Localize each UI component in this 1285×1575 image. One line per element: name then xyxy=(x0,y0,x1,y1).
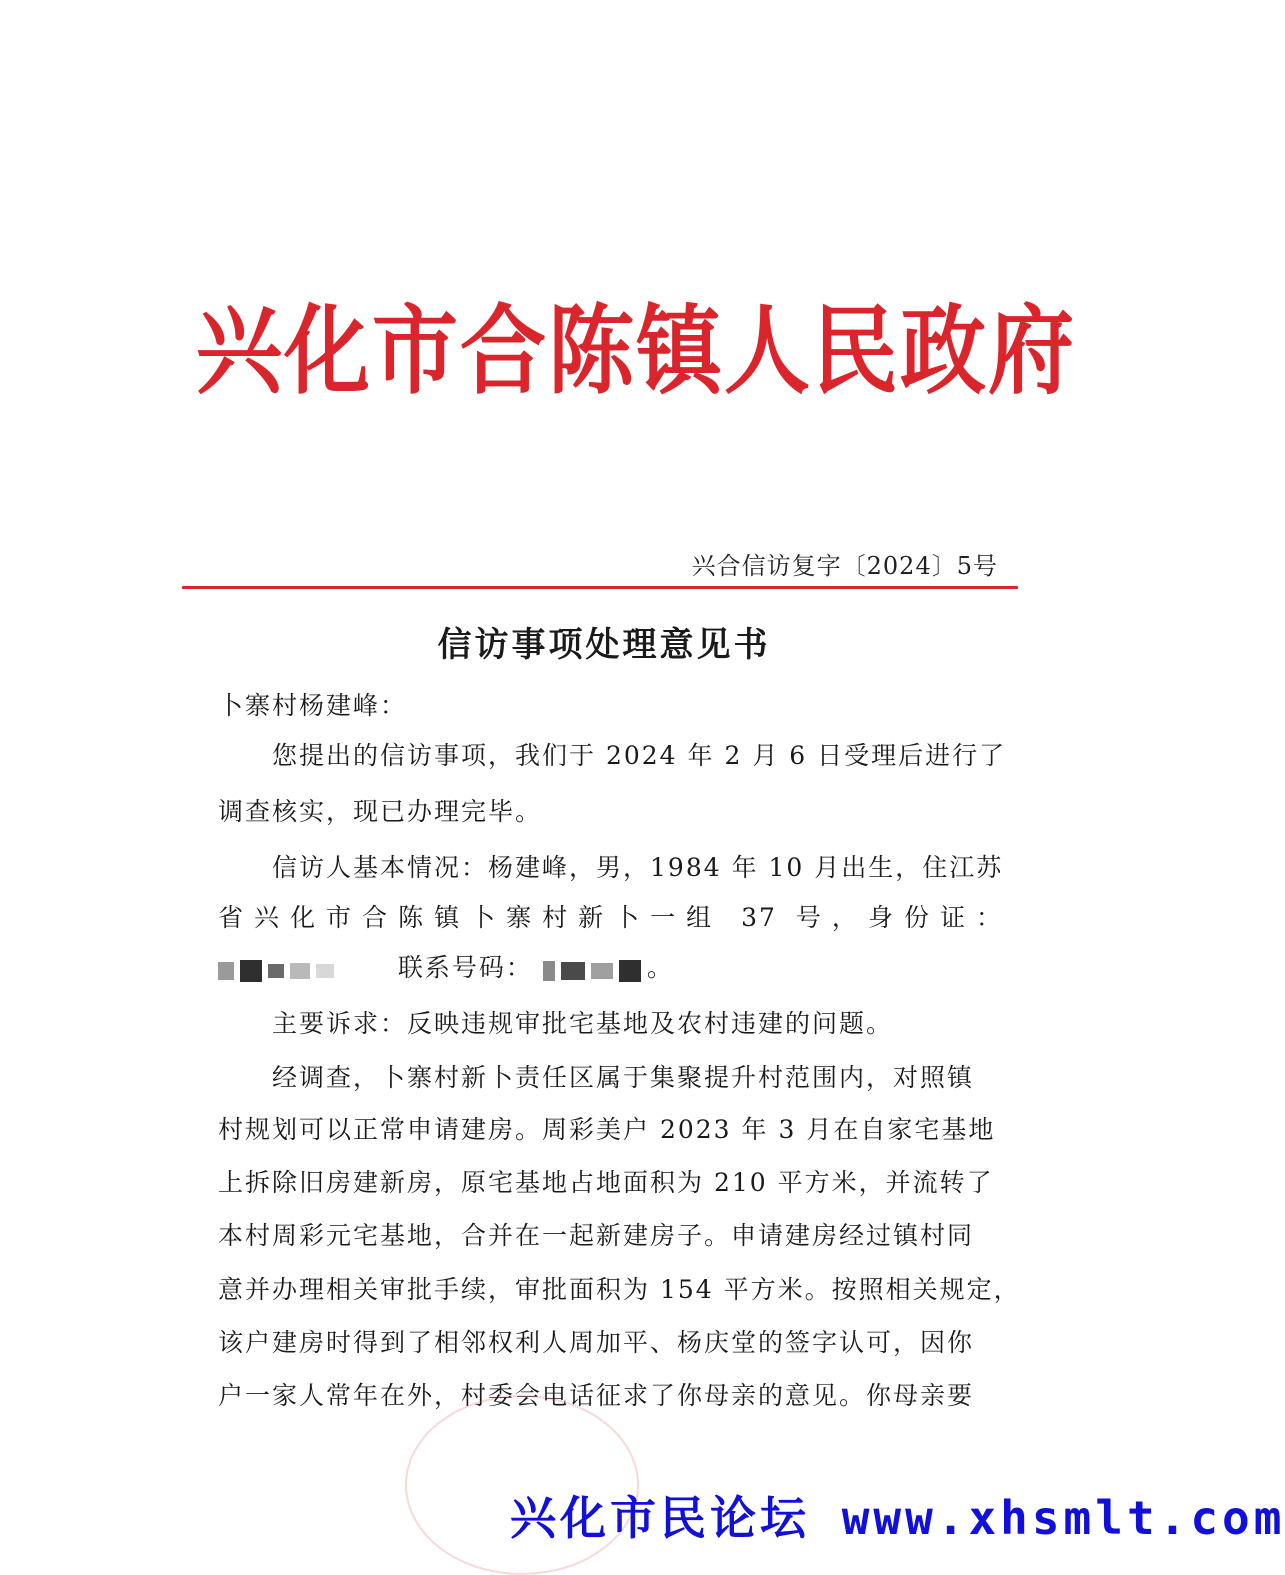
paragraph-line: 本村周彩元宅基地，合并在一起新建房子。申请建房经过镇村同 xyxy=(218,1221,975,1250)
id-and-phone-line xyxy=(218,948,1018,990)
government-name-header: 兴化市合陈镇人民政府 xyxy=(196,296,1076,408)
paragraph-line: 户一家人常年在外，村委会电话征求了你母亲的意见。你母亲要 xyxy=(218,1381,975,1410)
phone-label: 联系号码： xyxy=(397,953,533,982)
paragraph-line: 信访人基本情况：杨建峰，男，1984 年 10 月出生，住江苏 xyxy=(272,853,1004,882)
redacted-phone-number xyxy=(543,950,647,990)
paragraph-line: 省兴化市合陈镇卜寨村新卜一组 37 号，身份证： xyxy=(218,903,1003,932)
salutation: 卜寨村杨建峰： xyxy=(218,691,408,720)
paragraph-line: 村规划可以正常申请建房。周彩美户 2023 年 3 月在自家宅基地 xyxy=(218,1115,996,1144)
phone-end-punct: 。 xyxy=(646,953,674,982)
redacted-id-number xyxy=(218,950,340,990)
forum-watermark: 兴化市民论坛 www.xhsmlt.com xyxy=(510,1491,1285,1545)
paragraph-line: 经调查，卜寨村新卜责任区属于集聚提升村范围内，对照镇 xyxy=(272,1063,975,1092)
paragraph-line: 您提出的信访事项，我们于 2024 年 2 月 6 日受理后进行了 xyxy=(272,741,1007,770)
document-title: 信访事项处理意见书 xyxy=(437,625,771,665)
paragraph-line: 该户建房时得到了相邻权利人周加平、杨庆堂的签字认可，因你 xyxy=(218,1328,975,1357)
official-stamp-trace xyxy=(405,1395,639,1575)
paragraph-line: 上拆除旧房建新房，原宅基地占地面积为 210 平方米，并流转了 xyxy=(218,1168,994,1197)
paragraph-line: 调查核实，现已办理完毕。 xyxy=(218,797,543,826)
document-number: 兴合信访复字〔2024〕5号 xyxy=(691,552,998,580)
paragraph-line: 意并办理相关审批手续，审批面积为 154 平方米。按照相关规定， xyxy=(218,1275,1021,1304)
red-divider-line xyxy=(182,586,1018,589)
paragraph-line: 主要诉求：反映违规审批宅基地及农村违建的问题。 xyxy=(272,1009,894,1038)
